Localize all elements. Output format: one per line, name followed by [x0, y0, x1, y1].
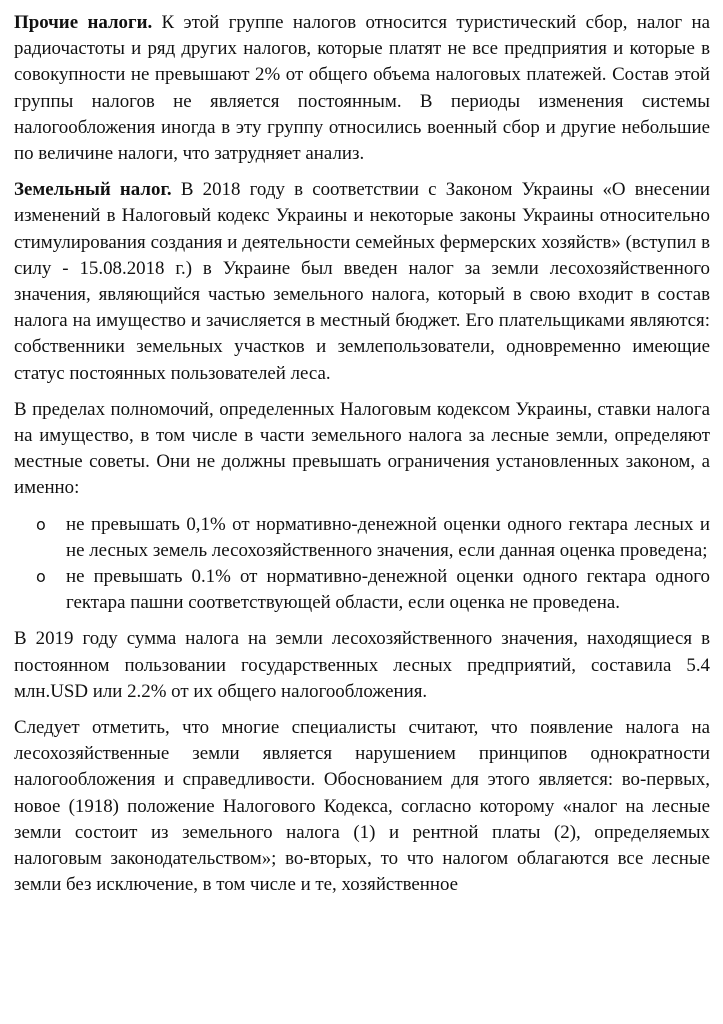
paragraph-powers: В пределах полномочий, определенных Налоговым кодексом Украины, ставки налога на имущество, в том числе в части земельного налога за лесные земли, определяют местные советы. Они не должны превышать ограничения установленных законом, а именно: — [14, 398, 710, 499]
bullet-list — [14, 512, 710, 617]
paragraph-other-taxes — [14, 10, 710, 167]
paragraph-land-tax — [14, 177, 710, 387]
list-item — [36, 512, 710, 564]
heading-other-taxes: Прочие налоги. — [14, 12, 153, 33]
text-other-taxes: К этой группе налогов относится туристический сбор, налог на радиочастоты и ряд других налогов, которые платят не все предприятия и которые в совокупности не превышают 2% от общего объема налоговых платежей. Состав этой группы налогов не является постоянным. В периоды изменения системы налогообложения иногда в эту группу относились военный сбор и другие небольшие по величине налоги, что затрудняет анализ. — [14, 12, 711, 165]
list-item — [36, 564, 710, 616]
document-page — [14, 10, 710, 909]
bullet-marker-icon: o — [36, 514, 46, 534]
paragraph-specialists: Следует отметить, что многие специалисты считают, что появление налога на лесохозяйственные земли является нарушением принципов однократности налогообложения и справедливости. Обоснованием для этого является: во-первых, новое (1918) положение Налогового Кодекса, согласно которому «налог на лесные земли состоит из земельного налога (1) и рентной платы (2), определяемых налоговым законодательством»; во-вторых, то что налогом облагаются все лесные земли без исключение, в том числе и те, хозяйственное — [14, 717, 710, 896]
paragraph-year-2019: В 2019 году сумма налога на земли лесохозяйственного значения, находящиеся в постоянном пользовании государственных лесных предприятий, составила 5.4 млн.USD или 2.2% от их общего налогообложения. — [14, 628, 710, 702]
list-item-text: не превышать 0,1% от нормативно-денежной оценки одного гектара лесных и не лесных земель лесохозяйственного значения, если данная оценка проведена; — [66, 513, 710, 561]
text-land-tax: В 2018 году в соответствии с Законом Украины «О внесении изменений в Налоговый кодекс Украины и некоторые законы Украины относительно стимулирования создания и деятельности семейных фермерских хозяйств» (вступил в силу - 15.08.2018 г.) в Украине был введен налог за земли лесохозяйственного значения, являющийся частью земельного налога, который в свою входит в состав налога на имущество и зачисляется в местный бюджет. Его плательщиками являются: собственники земельных участков и землепользователи, одновременно имеющие статус постоянных пользователей леса. — [14, 179, 710, 384]
list-item-text: не превышать 0.1% от нормативно-денежной оценки одного гектара одного гектара пашни соответствующей области, если оценка не проведена. — [66, 566, 710, 614]
bullet-marker-icon: o — [36, 567, 46, 587]
heading-land-tax: Земельный налог. — [14, 179, 172, 201]
